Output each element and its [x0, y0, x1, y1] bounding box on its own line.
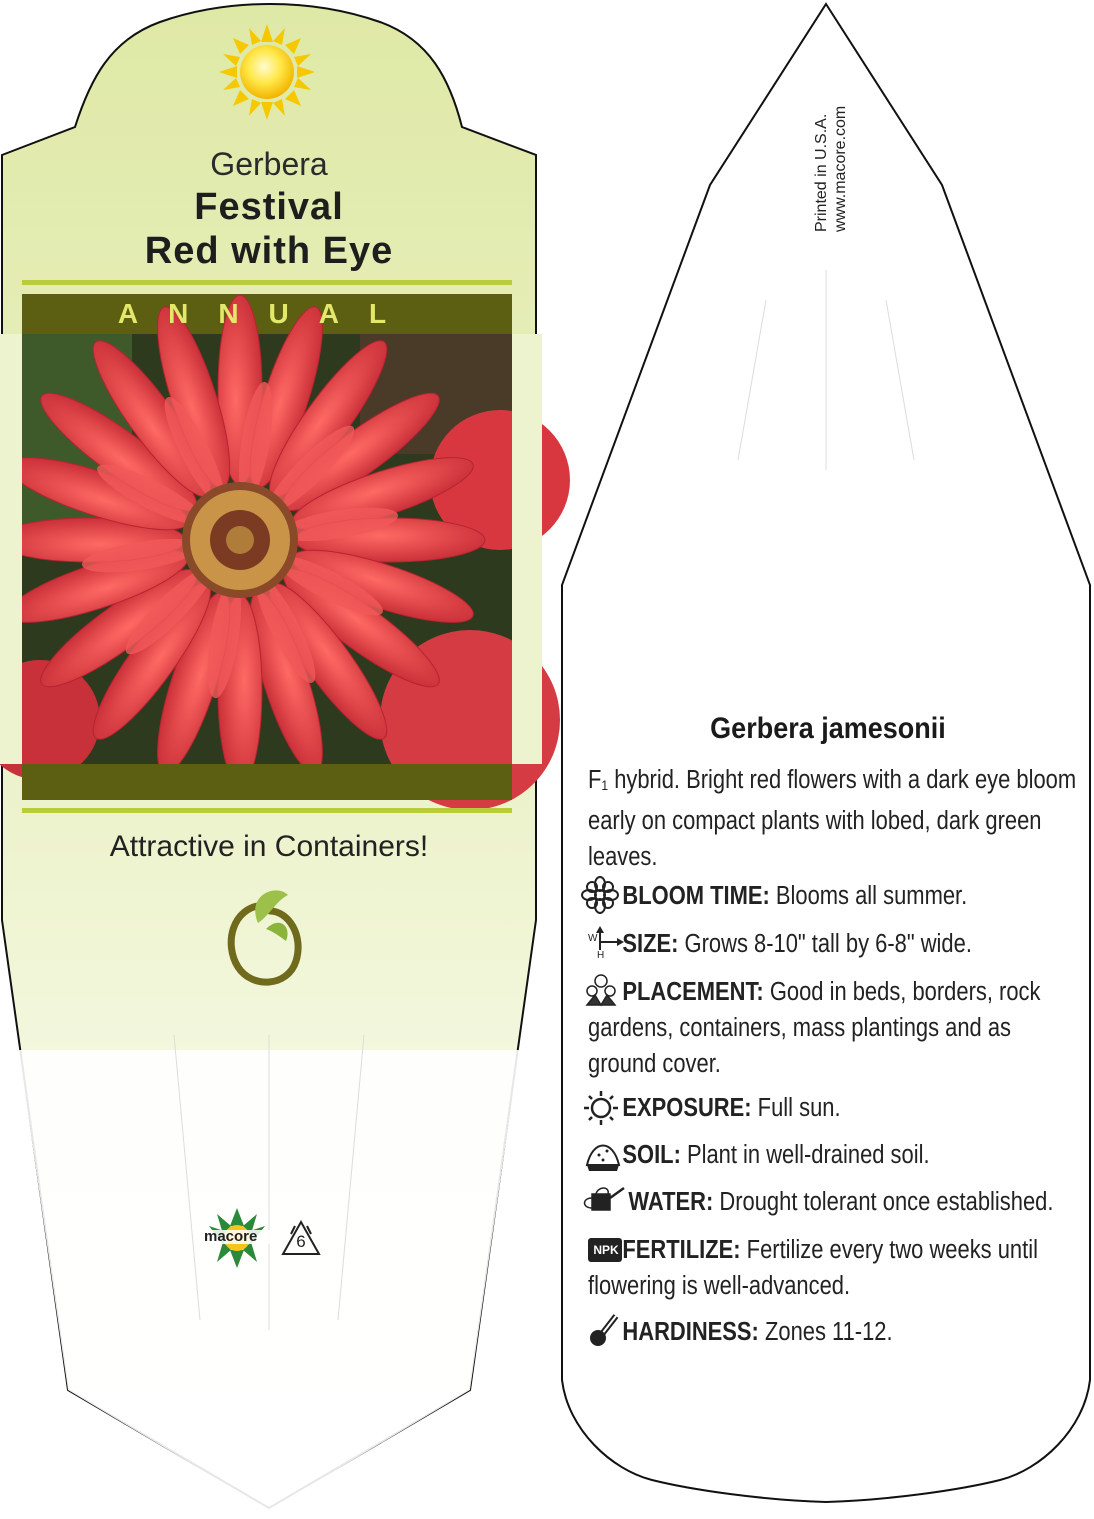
water-text: Drought tolerant once established.: [719, 1188, 1054, 1216]
bloom-time-text: Blooms all summer.: [775, 882, 968, 910]
size-icon-w: W: [588, 933, 598, 944]
soil-label: SOIL:: [622, 1141, 681, 1169]
hardiness-text: Zones 11-12.: [764, 1318, 893, 1346]
botanical-name: Gerbera jamesonii: [710, 712, 946, 745]
bloom-time-label: BLOOM TIME:: [622, 882, 770, 910]
soil-row: [588, 1137, 1078, 1173]
recycle-code: 6: [296, 1232, 306, 1251]
placement-label: PLACEMENT:: [622, 978, 764, 1006]
variety-title: Red with Eye: [144, 230, 394, 272]
description-text: hybrid. Bright red flowers with a dark eye bloom early on compact plants with lobed, dark green leaves.: [588, 766, 1077, 871]
size-icon-h: H: [597, 950, 605, 961]
placement-text: Good in beds, borders, rock gardens, containers, mass plantings and as ground cover.: [588, 978, 1041, 1078]
water-row: [588, 1184, 1078, 1220]
soil-text: Plant in well-drained soil.: [686, 1141, 930, 1169]
printed-in: Printed in U.S.A.: [813, 113, 830, 232]
hybrid-sub: 1: [601, 777, 609, 793]
hybrid-prefix: F: [588, 766, 602, 794]
tagline: Attractive in Containers!: [109, 830, 429, 863]
size-label: SIZE:: [622, 930, 679, 958]
bloom-time-row: [588, 878, 1078, 914]
hardiness-label: HARDINESS:: [622, 1318, 759, 1346]
hardiness-row: [588, 1314, 1078, 1350]
placement-row: [588, 974, 1070, 1082]
water-label: WATER:: [628, 1188, 714, 1216]
size-text: Grows 8-10" tall by 6-8" wide.: [684, 930, 972, 958]
website: www.macore.com: [832, 105, 849, 232]
brand-name: macore: [204, 1228, 258, 1245]
fertilize-text: Fertilize every two weeks until flowering is well-advanced.: [588, 1236, 1038, 1300]
genus-title: Gerbera: [210, 146, 328, 182]
sun-logo-icon: [219, 24, 315, 120]
fertilize-row: [588, 1232, 1070, 1304]
category-band-label: ANNUAL: [117, 298, 417, 329]
npk-icon: NPK: [593, 1243, 619, 1257]
series-title: Festival: [194, 186, 344, 228]
description: [588, 762, 1078, 875]
fertilize-label: FERTILIZE:: [622, 1236, 741, 1264]
exposure-row: [588, 1090, 1078, 1126]
flower-photo: [0, 295, 570, 810]
print-info: [812, 106, 850, 232]
exposure-text: Full sun.: [757, 1094, 841, 1122]
size-row: [588, 926, 1078, 962]
exposure-label: EXPOSURE:: [622, 1094, 752, 1122]
